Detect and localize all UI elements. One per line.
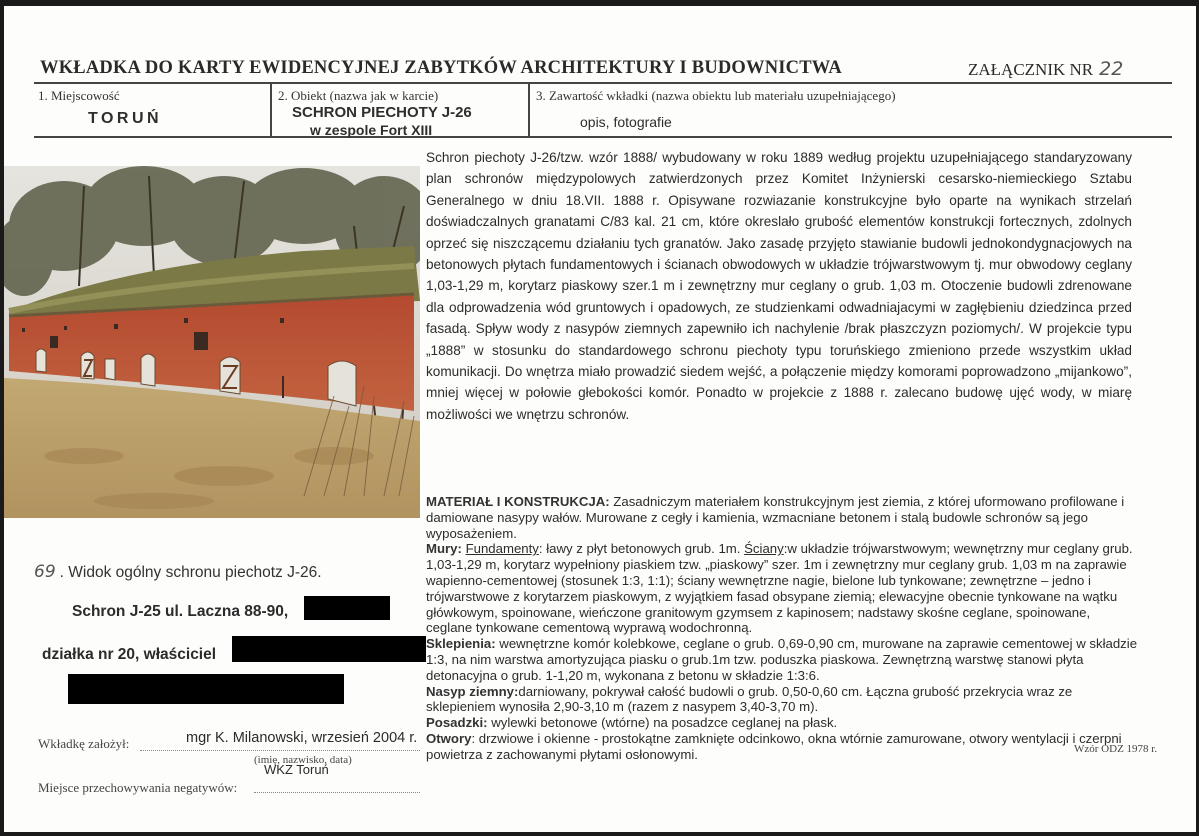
foundations-text: : ławy z płyt betonowych grub. 1m. <box>538 541 745 557</box>
annex-number <box>968 58 1123 80</box>
floors-section <box>426 715 1138 731</box>
shelter-photo-image <box>4 166 420 518</box>
object-label: 2. Obiekt (nazwa jak w karcie) <box>278 88 439 103</box>
column-divider <box>528 84 530 137</box>
walls-subheading: Ściany <box>744 541 784 557</box>
column-divider <box>270 84 272 137</box>
vaults-section <box>426 636 1138 683</box>
author-value: mgr K. Milanowski, wrzesień 2004 r. <box>186 730 418 746</box>
redaction-box <box>232 636 426 662</box>
walls-text: :w układzie trójwarstwowym; wewnętrzny mur ceglany grub. 1,03-1,29 m, korytarz wypełniony piaskiem tzw. „piaskowy” szer. 1m i zewnętrzny mur ceglany grub. 1,03 m na zaprawie wapienno-cementowej (stosunek 1:3, 1:1); ściany wewnętrzne nagie, bielone lub tynkowane; zewnętrzne – jedno i trójwarstwowe z korytarzem piaskowym, z wyjątkiem fasad obsypane ziemią; elewacyjne obecnie tynkowane na wątku główkowym, spoinowane, wieńczone granitowym gzymsem z kapinosem; nadstawy skośne ceglane, spoinowane, ceglane tynkowane cementową wyprawą wodochronną. <box>426 541 1133 636</box>
locality-label: 1. Miejscowość <box>38 88 120 103</box>
openings-heading: Otwory <box>426 730 472 746</box>
walls-heading: Mury: <box>426 541 462 557</box>
shelter-photo <box>4 166 420 518</box>
photo-number: 69 <box>34 562 56 582</box>
vaults-heading: Sklepienia: <box>426 636 496 652</box>
author-dotted-line <box>140 750 420 751</box>
description-paragraph: Schron piechoty J-26/tzw. wzór 1888/ wybudowany w roku 1889 według projektu uzupełniającego standaryzowany plan schronów międzypolowych zatwierdzonych przez Komitet Inżynierski cesarsko-niemieckiego Sztabu Generalnego w dniu 18.VII. 1888 r. Opisywane rozwiazanie konstrukcyjne było oparte na wynikach strzelań doświadczalnych granatami C/83 kal. 21 cm, które okreslało grubość elementów konstrukcji fortecznych, zdolnych oprzeć się niszczącemu działaniu tych granatów. Jako zasadę przyjęto stawianie budowli jednokondygnacjowych na betonowych płytach fundamentowych i ścianach obwodowych w układzie trójwarstwowym tj. mur obwodowy ceglany 1,03-1,29 m, korytarz piaskowy szer.1 m i zewnętrzny mur ceglany o grub. 1,03 m. Otoczenie budowli zdrenowane dla odprowadzenia wód gruntowych i opadowych, ze studzienkami odwadniajacymi w zagłębieniu dziedzinca przed fasadą. Spływ wody z nasypów ziemnych zapewniło ich nachylenie /brak płaszczyzn poziomych/. W projekcie typu „1888” w stosunku do standardowego schronu piechoty typu toruńskiego zmieniono przede wszystkim układ komunikacji. Do wnętrza miało prowadzić siedem wejść, a połączenie między komorami poprowadzono „mijankowo”, mniej więcej w połowie głebokości komór. Ponadto w projekcie z 1888 r. zalecano budowę ujęć wody, w miarę możliwości we wnętrzu schronów. <box>426 150 1132 422</box>
locality-value: TORUŃ <box>88 110 163 127</box>
header-rule-top <box>34 82 1172 84</box>
embankment-section <box>426 684 1138 716</box>
material-heading: MATERIAŁ I KONSTRUKCJA: <box>426 494 610 509</box>
object-value-line1: SCHRON PIECHOTY J-26 <box>292 104 472 121</box>
description-text <box>426 147 1132 425</box>
floors-text: wylewki betonowe (wtórne) na posadzce ceglanej na płask. <box>487 715 838 731</box>
annex-number-value: 22 <box>1099 58 1124 80</box>
vaults-text: wewnętrzne komór kolebkowe, ceglane o grub. 0,69-0,90 cm, murowane na zaprawie cementowej w składzie 1:3, na nim warstwa amortyzująca piasku o grub.1m tzw. poduszka piaskowa. Zewnętrzną warstwę stanowi płyta detonacyjna o grub. 1-1,20 m, wykonana z betonu w składzie 1:3:6. <box>426 636 1138 683</box>
embankment-heading: Nasyp ziemny: <box>426 683 519 699</box>
embankment-text: darniowany, pokrywał całość budowli o grub. 0,50-0,60 cm. Łączna grubość przekrycia wraz ze sklepieniem wynosiła 2,90-3,10 m (razem z nasypem 3,40-3,70 m). <box>426 683 1073 715</box>
header-rule-bottom <box>34 136 1172 138</box>
author-hint: (imię, nazwisko, data) <box>254 754 352 766</box>
annex-label: ZAŁĄCZNIK NR <box>968 60 1094 79</box>
material-text: Zasadniczym materiałem konstrukcyjnym jest ziemia, z której uformowano profilowane i damiowane nasypy wałów. Murowane z cegły i kamienia, wzmacniane betonem i stalą budowle schronów są jego wyposażeniem. <box>426 494 1125 541</box>
contents-label: 3. Zawartość wkładki (nazwa obiektu lub materiału uzupełniającego) <box>536 88 896 103</box>
material-section <box>426 494 1138 541</box>
object-value-line2: w zespole Fort XIII <box>310 122 433 138</box>
openings-text: : drzwiowe i okienne - prostokątne zamknięte odcinkowo, okna wtórnie zamurowane, otwory wentylacji i czerpni powietrza z zachowanymi płytami osłonowymi. <box>426 730 1122 762</box>
negatives-label: Miejsce przechowywania negatywów: <box>38 780 238 795</box>
document-title: WKŁADKA DO KARTY EWIDENCYJNEJ ZABYTKÓW ARCHITEKTURY I BUDOWNICTWA <box>40 58 842 78</box>
address-line-1: Schron J-25 ul. Laczna 88-90, <box>72 603 289 620</box>
redaction-box <box>68 674 344 704</box>
negatives-value: WKZ Toruń <box>264 762 329 777</box>
redaction-box <box>304 596 390 620</box>
photo-caption <box>34 562 322 582</box>
photo-caption-text: . Widok ogólny schronu piechotz J-26. <box>59 564 322 581</box>
form-version: Wzór ODZ 1978 r. <box>1074 743 1158 755</box>
contents-value: opis, fotografie <box>580 114 672 130</box>
construction-details <box>426 494 1138 763</box>
author-label: Wkładkę założył: <box>38 736 130 751</box>
foundations-heading: Fundamenty <box>465 541 539 557</box>
negatives-dotted-line <box>254 792 420 793</box>
address-line-2: działka nr 20, właściciel <box>42 646 217 663</box>
openings-section <box>426 731 1138 763</box>
walls-section <box>426 541 1138 636</box>
record-insert-page <box>4 6 1196 832</box>
floors-heading: Posadzki: <box>426 715 488 731</box>
